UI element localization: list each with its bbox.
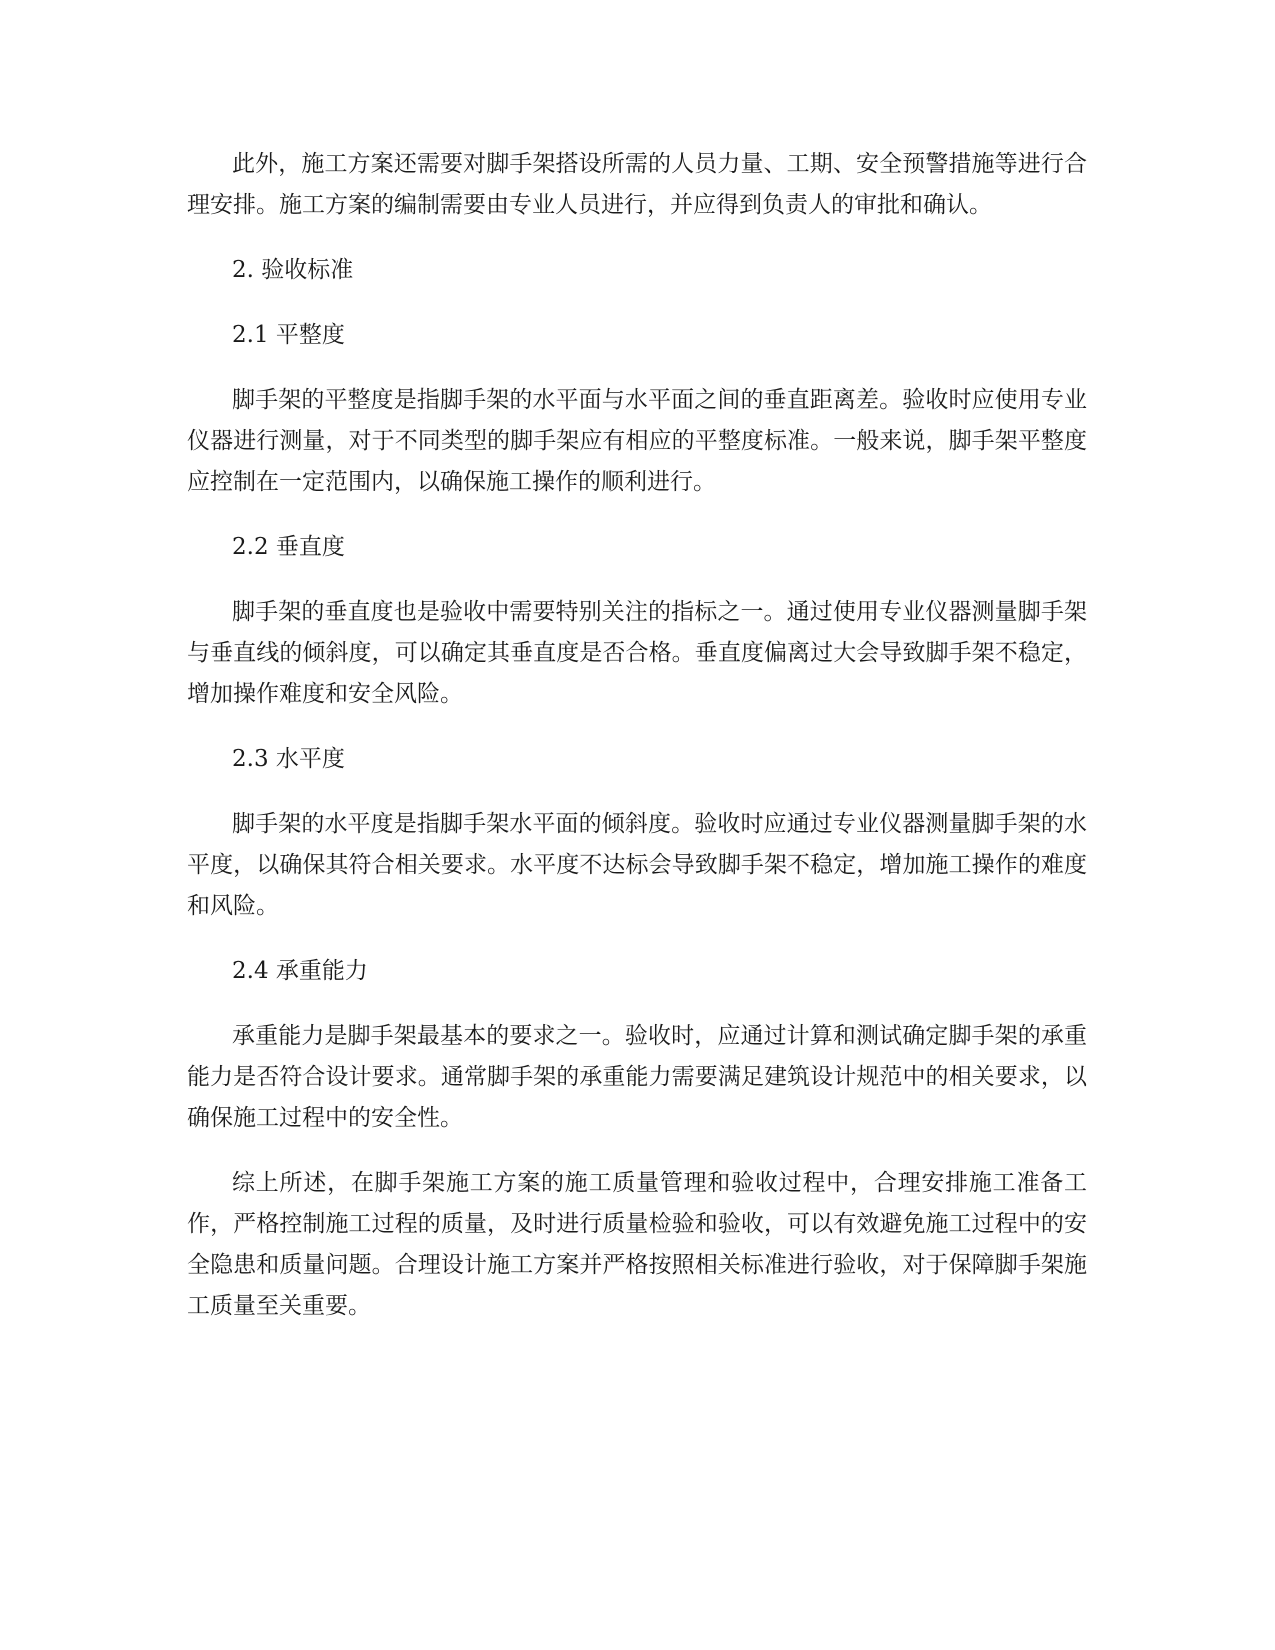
paragraph-flatness: 脚手架的平整度是指脚手架的水平面与水平面之间的垂直距离差。验收时应使用专业仪器进行测量，对于不同类型的脚手架应有相应的平整度标准。一般来说，脚手架平整度应控制在一定范围内，以确保施工操作的顺利进行。: [187, 387, 1087, 495]
subsection-heading-2-4: 2.4 承重能力: [232, 958, 368, 984]
paragraph-conclusion: 综上所述，在脚手架施工方案的施工质量管理和验收过程中，合理安排施工准备工作，严格控制施工过程的质量，及时进行质量检验和验收，可以有效避免施工过程中的安全隐患和质量问题。合理设计施工方案并严格按照相关标准进行验收，对于保障脚手架施工质量至关重要。: [187, 1170, 1087, 1319]
paragraph-load-capacity: 承重能力是脚手架最基本的要求之一。验收时，应通过计算和测试确定脚手架的承重能力是否符合设计要求。通常脚手架的承重能力需要满足建筑设计规范中的相关要求，以确保施工过程中的安全性。: [187, 1023, 1087, 1131]
document-body: [187, 144, 1087, 1351]
paragraph-intro: 此外，施工方案还需要对脚手架搭设所需的人员力量、工期、安全预警措施等进行合理安排。施工方案的编制需要由专业人员进行，并应得到负责人的审批和确认。: [187, 151, 1087, 218]
paragraph-verticality: 脚手架的垂直度也是验收中需要特别关注的指标之一。通过使用专业仪器测量脚手架与垂直线的倾斜度，可以确定其垂直度是否合格。垂直度偏离过大会导致脚手架不稳定，增加操作难度和安全风险。: [187, 599, 1087, 707]
section-heading-2: 2. 验收标准: [232, 257, 354, 283]
subsection-heading-2-1: 2.1 平整度: [232, 322, 345, 348]
subsection-heading-2-2: 2.2 垂直度: [232, 534, 345, 560]
paragraph-levelness: 脚手架的水平度是指脚手架水平面的倾斜度。验收时应通过专业仪器测量脚手架的水平度，以确保其符合相关要求。水平度不达标会导致脚手架不稳定，增加施工操作的难度和风险。: [187, 811, 1087, 919]
subsection-heading-2-3: 2.3 水平度: [232, 746, 345, 772]
